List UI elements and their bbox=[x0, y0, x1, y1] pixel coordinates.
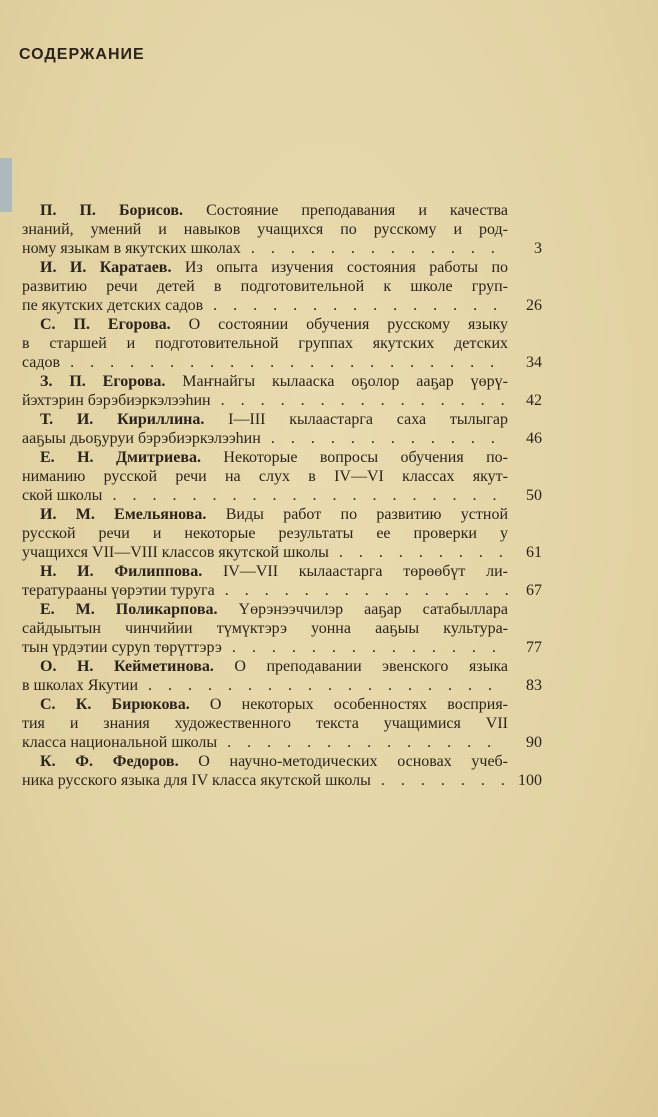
toc-entry[interactable] bbox=[22, 372, 542, 410]
page-column-spacer bbox=[508, 467, 542, 486]
toc-entry[interactable] bbox=[22, 258, 542, 315]
toc-entry[interactable] bbox=[22, 562, 542, 600]
entry-line bbox=[22, 638, 508, 657]
entry-line bbox=[22, 391, 508, 410]
page-column-spacer bbox=[508, 657, 542, 676]
page-column-spacer bbox=[508, 619, 542, 638]
entry-line bbox=[22, 562, 508, 581]
entry-line bbox=[22, 239, 508, 258]
entry-title-line: пе якутских детских садов bbox=[22, 297, 204, 314]
entry-page-number: 100 bbox=[518, 772, 542, 789]
entry-title-line: Состояние преподавания и качества bbox=[206, 202, 508, 219]
entry-line bbox=[22, 771, 508, 790]
entry-page-number: 34 bbox=[526, 354, 542, 371]
entry-title-line: О некоторых особенностях восприя- bbox=[209, 696, 508, 713]
entry-line bbox=[22, 581, 508, 600]
entry-line bbox=[22, 296, 508, 315]
entry-title-line: Үөрэнээччилэр ааҕар сатабыллара bbox=[238, 601, 508, 618]
dot-leader bbox=[70, 353, 508, 372]
dot-leader bbox=[232, 638, 508, 657]
entry-title-line: ааҕыы дьоҕуруи бэрэбиэркэлээһин bbox=[22, 430, 261, 447]
entry-page-number: 77 bbox=[526, 639, 542, 656]
dot-leader bbox=[271, 429, 508, 448]
toc-entry[interactable] bbox=[22, 315, 542, 372]
page-column-spacer bbox=[508, 752, 542, 771]
entry-line bbox=[22, 524, 508, 543]
entry-line bbox=[22, 429, 508, 448]
entry-page-number: 61 bbox=[526, 544, 542, 561]
entry-line bbox=[22, 505, 508, 524]
entry-title-line: русской речи и некоторые результаты ее проверки у bbox=[22, 525, 508, 542]
entry-title-line: в школах Якутии bbox=[22, 677, 139, 694]
entry-line bbox=[22, 695, 508, 714]
entry-author: С. К. Бирюкова. bbox=[40, 696, 190, 713]
entry-author: И. И. Каратаев. bbox=[40, 259, 172, 276]
entry-title-line: ному языкам в якутских школах bbox=[22, 240, 241, 257]
entry-author: С. П. Егорова. bbox=[40, 316, 171, 333]
entry-line bbox=[22, 258, 508, 277]
dot-leader bbox=[221, 391, 508, 410]
entry-title-line: Некоторые вопросы обучения по- bbox=[223, 449, 508, 466]
entry-title-line: тын үрдэтии суруn төрүттэрэ bbox=[22, 639, 222, 656]
toc-entry[interactable] bbox=[22, 410, 542, 448]
entry-page-number: 46 bbox=[526, 430, 542, 447]
entry-line bbox=[22, 467, 508, 486]
bookmark-tab bbox=[0, 158, 12, 212]
entry-line bbox=[22, 752, 508, 771]
entry-title-line: IV—VII кылаастарга төрөөбүт ли- bbox=[222, 563, 508, 580]
entry-page-number: 42 bbox=[526, 392, 542, 409]
entry-line bbox=[22, 220, 508, 239]
dot-leader bbox=[213, 296, 508, 315]
entry-title-line: Виды работ по развитию устной bbox=[225, 506, 508, 523]
entry-title-line: развитию речи детей в подготовительной к школе груп- bbox=[22, 278, 508, 295]
page-column-spacer bbox=[508, 372, 542, 391]
page-column-spacer bbox=[508, 562, 542, 581]
entry-title-line: Маҥнайгы кылааска оҕолор ааҕар үөрү- bbox=[182, 373, 508, 390]
entry-title-line: ской школы bbox=[22, 487, 103, 504]
toc-entry[interactable] bbox=[22, 448, 542, 505]
entry-page-number: 67 bbox=[526, 582, 542, 599]
entry-title-line: учащихся VII—VIII классов якутской школы bbox=[22, 544, 329, 561]
entry-line bbox=[22, 353, 508, 372]
entry-title-line: I—III кылаастарга саха тылыгар bbox=[228, 411, 508, 428]
entry-line bbox=[22, 600, 508, 619]
entry-line bbox=[22, 315, 508, 334]
toc-entry[interactable] bbox=[22, 600, 542, 657]
toc-entry[interactable] bbox=[22, 657, 542, 695]
entry-title-line: Из опыта изучения состояния работы по bbox=[184, 259, 508, 276]
entry-line bbox=[22, 657, 508, 676]
toc-entry[interactable] bbox=[22, 505, 542, 562]
entry-page-number: 3 bbox=[534, 240, 542, 257]
page-column-spacer bbox=[508, 714, 542, 733]
page-column-spacer bbox=[508, 695, 542, 714]
dot-leader bbox=[339, 543, 508, 562]
entry-title-line: ника русского языка для IV класса якутской школы bbox=[22, 772, 371, 789]
entry-author: Н. И. Филиппова. bbox=[40, 563, 203, 580]
toc-entry[interactable] bbox=[22, 695, 542, 752]
page-title: СОДЕРЖАНИЕ bbox=[19, 46, 145, 63]
dot-leader bbox=[251, 239, 508, 258]
entry-title-line: тия и знания художественного текста учащимися VII bbox=[22, 715, 508, 732]
page-column-spacer bbox=[508, 410, 542, 429]
entry-title-line: тературааны үөрэтии туруга bbox=[22, 582, 215, 599]
entry-title-line: садов bbox=[22, 354, 61, 371]
page-column-spacer bbox=[508, 334, 542, 353]
entry-line bbox=[22, 372, 508, 391]
entry-author: П. П. Борисов. bbox=[40, 202, 184, 219]
entry-author: И. М. Емельянова. bbox=[40, 506, 207, 523]
entry-author: К. Ф. Федоров. bbox=[40, 753, 179, 770]
toc-entry[interactable] bbox=[22, 752, 542, 790]
page-column-spacer bbox=[508, 524, 542, 543]
page-column-spacer bbox=[508, 220, 542, 239]
entry-line bbox=[22, 676, 508, 695]
entry-line bbox=[22, 543, 508, 562]
entry-page-number: 83 bbox=[526, 677, 542, 694]
entry-page-number: 50 bbox=[526, 487, 542, 504]
entry-line bbox=[22, 277, 508, 296]
entry-title-line: О преподавании эвенского языка bbox=[234, 658, 508, 675]
entry-title-line: ниманию русской речи на слух в IV—VI классах якут- bbox=[22, 468, 508, 485]
entry-line bbox=[22, 486, 508, 505]
entry-line bbox=[22, 733, 508, 752]
page-column-spacer bbox=[508, 315, 542, 334]
page-column-spacer bbox=[508, 448, 542, 467]
dot-leader bbox=[381, 771, 508, 790]
entry-title-line: йэхтэрин бэрэбиэркэлээһин bbox=[22, 392, 211, 409]
page-column-spacer bbox=[508, 277, 542, 296]
page-column-spacer bbox=[508, 600, 542, 619]
table-of-contents bbox=[22, 201, 542, 790]
dot-leader bbox=[148, 676, 508, 695]
entry-line bbox=[22, 201, 508, 220]
entry-title-line: О состоянии обучения русскому языку bbox=[188, 316, 508, 333]
entry-title-line: сайдыытын чинчийии түмүктэрэ уонна ааҕыы культура- bbox=[22, 620, 508, 637]
entry-page-number: 26 bbox=[526, 297, 542, 314]
entry-line bbox=[22, 334, 508, 353]
entry-author: О. Н. Кейметинова. bbox=[40, 658, 214, 675]
entry-line bbox=[22, 410, 508, 429]
dot-leader bbox=[225, 581, 508, 600]
dot-leader bbox=[227, 733, 508, 752]
page-column-spacer bbox=[508, 258, 542, 277]
dot-leader bbox=[112, 486, 508, 505]
entry-author: З. П. Егорова. bbox=[40, 373, 166, 390]
entry-title-line: класса национальной школы bbox=[22, 734, 218, 751]
page-column-spacer bbox=[508, 505, 542, 524]
entry-title-line: знаний, умений и навыков учащихся по русскому и род- bbox=[22, 221, 508, 238]
entry-line bbox=[22, 448, 508, 467]
entry-title-line: в старшей и подготовительной группах якутских детских bbox=[22, 335, 508, 352]
entry-author: Т. И. Кириллина. bbox=[40, 411, 205, 428]
entry-author: Е. Н. Дмитриева. bbox=[40, 449, 201, 466]
toc-entry[interactable] bbox=[22, 201, 542, 258]
entry-line bbox=[22, 714, 508, 733]
entry-page-number: 90 bbox=[526, 734, 542, 751]
entry-author: Е. М. Поликарпова. bbox=[40, 601, 218, 618]
page-column-spacer bbox=[508, 201, 542, 220]
entry-line bbox=[22, 619, 508, 638]
entry-title-line: О научно-методических основах учеб- bbox=[198, 753, 508, 770]
